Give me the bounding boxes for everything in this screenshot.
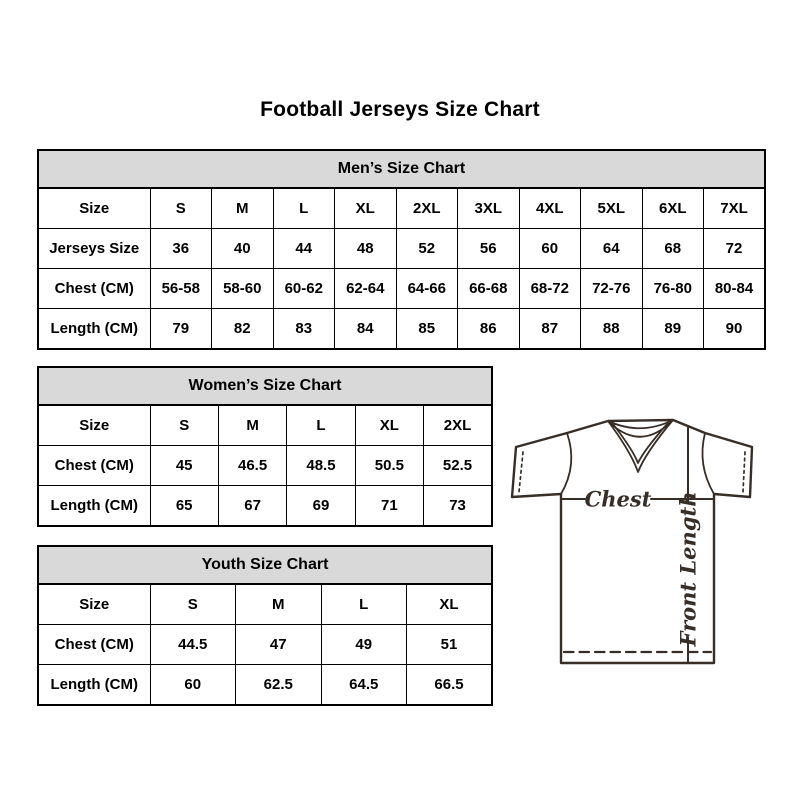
table-row bbox=[38, 665, 492, 706]
size-cell: 56 bbox=[458, 229, 520, 269]
size-cell: 45 bbox=[150, 446, 218, 486]
size-cell: 68-72 bbox=[519, 269, 581, 309]
table-row bbox=[38, 584, 492, 625]
left-sleeve-seam bbox=[561, 433, 571, 494]
table-title-row bbox=[38, 367, 492, 405]
size-cell: 7XL bbox=[704, 188, 766, 229]
size-cell: 60 bbox=[150, 665, 236, 706]
table-row bbox=[38, 229, 765, 269]
size-cell: 80-84 bbox=[704, 269, 766, 309]
size-cell: S bbox=[150, 188, 212, 229]
size-cell: 2XL bbox=[424, 405, 492, 446]
youth-size-chart-table bbox=[37, 545, 493, 706]
size-cell: L bbox=[287, 405, 355, 446]
size-cell: 83 bbox=[273, 309, 335, 350]
table-title-row bbox=[38, 150, 765, 188]
page-title: Football Jerseys Size Chart bbox=[260, 98, 540, 121]
size-cell: 66.5 bbox=[407, 665, 493, 706]
size-cell: 2XL bbox=[396, 188, 458, 229]
size-cell: 62-64 bbox=[335, 269, 397, 309]
jersey-measurement-diagram bbox=[505, 398, 770, 683]
size-cell: 76-80 bbox=[642, 269, 704, 309]
size-cell: 87 bbox=[519, 309, 581, 350]
size-cell: 82 bbox=[212, 309, 274, 350]
size-cell: 58-60 bbox=[212, 269, 274, 309]
size-cell: 67 bbox=[218, 486, 286, 527]
size-cell: 84 bbox=[335, 309, 397, 350]
size-cell: 36 bbox=[150, 229, 212, 269]
size-cell: 66-68 bbox=[458, 269, 520, 309]
size-cell: L bbox=[273, 188, 335, 229]
size-cell: 44.5 bbox=[150, 625, 236, 665]
size-cell: S bbox=[150, 405, 218, 446]
size-cell: 4XL bbox=[519, 188, 581, 229]
chest-label: Chest bbox=[584, 486, 652, 512]
size-cell: 86 bbox=[458, 309, 520, 350]
size-cell: 85 bbox=[396, 309, 458, 350]
row-label: Chest (CM) bbox=[38, 625, 150, 665]
size-cell: 48 bbox=[335, 229, 397, 269]
size-cell: 64-66 bbox=[396, 269, 458, 309]
size-cell: 90 bbox=[704, 309, 766, 350]
size-cell: 5XL bbox=[581, 188, 643, 229]
size-cell: 60 bbox=[519, 229, 581, 269]
size-cell: 49 bbox=[321, 625, 407, 665]
size-cell: 3XL bbox=[458, 188, 520, 229]
row-label: Length (CM) bbox=[38, 665, 150, 706]
size-cell: M bbox=[218, 405, 286, 446]
table-row bbox=[38, 405, 492, 446]
size-cell: 79 bbox=[150, 309, 212, 350]
size-cell: 40 bbox=[212, 229, 274, 269]
table-row bbox=[38, 486, 492, 527]
row-label: Length (CM) bbox=[38, 486, 150, 527]
size-cell: 6XL bbox=[642, 188, 704, 229]
table-title: Women’s Size Chart bbox=[38, 367, 492, 405]
size-cell: 89 bbox=[642, 309, 704, 350]
size-cell: 46.5 bbox=[218, 446, 286, 486]
size-cell: 64 bbox=[581, 229, 643, 269]
size-cell: 72 bbox=[704, 229, 766, 269]
size-cell: 52 bbox=[396, 229, 458, 269]
table-title-row bbox=[38, 546, 492, 584]
size-cell: 88 bbox=[581, 309, 643, 350]
size-cell: 44 bbox=[273, 229, 335, 269]
mens-size-chart-table bbox=[37, 149, 766, 350]
size-cell: 65 bbox=[150, 486, 218, 527]
size-cell: 56-58 bbox=[150, 269, 212, 309]
row-label: Size bbox=[38, 405, 150, 446]
size-cell: S bbox=[150, 584, 236, 625]
collar-shape bbox=[608, 420, 673, 472]
size-cell: M bbox=[212, 188, 274, 229]
size-cell: 50.5 bbox=[355, 446, 423, 486]
size-cell: 73 bbox=[424, 486, 492, 527]
right-sleeve-seam bbox=[702, 433, 714, 494]
size-cell: 48.5 bbox=[287, 446, 355, 486]
table-row bbox=[38, 269, 765, 309]
size-cell: L bbox=[321, 584, 407, 625]
row-label: Chest (CM) bbox=[38, 446, 150, 486]
size-cell: 72-76 bbox=[581, 269, 643, 309]
size-cell: 52.5 bbox=[424, 446, 492, 486]
size-cell: 71 bbox=[355, 486, 423, 527]
size-cell: XL bbox=[355, 405, 423, 446]
size-cell: M bbox=[236, 584, 322, 625]
size-cell: XL bbox=[335, 188, 397, 229]
table-row bbox=[38, 309, 765, 350]
right-cuff-stitch bbox=[743, 452, 745, 492]
table-row bbox=[38, 188, 765, 229]
size-cell: 69 bbox=[287, 486, 355, 527]
row-label: Size bbox=[38, 584, 150, 625]
left-cuff-stitch bbox=[519, 452, 523, 492]
table-row bbox=[38, 625, 492, 665]
size-cell: 47 bbox=[236, 625, 322, 665]
row-label: Jerseys Size bbox=[38, 229, 150, 269]
size-cell: 51 bbox=[407, 625, 493, 665]
table-title: Men’s Size Chart bbox=[38, 150, 765, 188]
table-row bbox=[38, 446, 492, 486]
row-label: Size bbox=[38, 188, 150, 229]
size-cell: 64.5 bbox=[321, 665, 407, 706]
womens-size-chart-table bbox=[37, 366, 493, 527]
row-label: Chest (CM) bbox=[38, 269, 150, 309]
front-length-label: Front Length bbox=[675, 491, 701, 647]
size-cell: XL bbox=[407, 584, 493, 625]
size-cell: 62.5 bbox=[236, 665, 322, 706]
row-label: Length (CM) bbox=[38, 309, 150, 350]
size-cell: 68 bbox=[642, 229, 704, 269]
table-title: Youth Size Chart bbox=[38, 546, 492, 584]
size-cell: 60-62 bbox=[273, 269, 335, 309]
